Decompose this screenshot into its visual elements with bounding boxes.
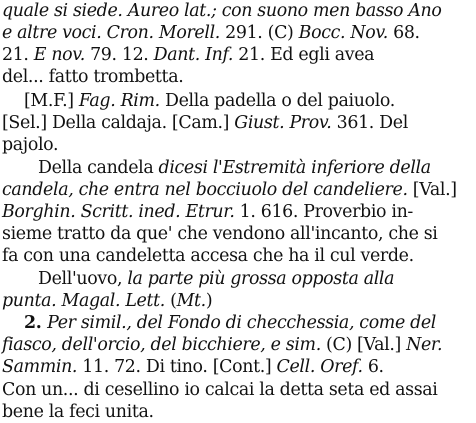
text-segment: Per simil., del Fondo di checchessia, come del [47,313,437,333]
text-line [2,66,183,88]
text-segment: del... fatto trombetta. [2,67,184,87]
text-segment: Fag. Rim. [78,91,160,111]
text-line [2,0,442,22]
text-segment: Mt. [176,291,206,311]
text-line [2,223,437,245]
text-segment: (C) [Val.] [320,335,407,355]
text-segment: bene la feci unita. [2,402,154,422]
text-segment: 21. Ed egli avea [233,45,375,65]
text-segment: e altre voci. Cron. Morell. [2,23,226,43]
text-segment: Ner. [406,335,443,355]
text-segment: Sammin. [2,357,78,377]
text-segment: ( [164,291,177,311]
text-segment: pajolo. [2,135,59,155]
text-segment: sieme tratto da que' che vendono all'incanto, che si [2,224,438,244]
text-segment: Con un... di cesellino io calcai la detta seta ed assai [2,380,438,400]
text-line [2,334,442,356]
text-line [24,312,436,334]
text-line [2,401,154,423]
text-segment: fa con una candeletta accesa che ha il cul verde. [2,246,414,266]
text-line [2,201,413,223]
text-segment: Della padella o del paiuolo. [159,91,395,111]
text-line [2,112,408,134]
text-line [2,179,457,201]
text-line [2,379,438,401]
text-segment: 21. [2,45,34,65]
text-segment: 79. 12. [84,45,154,65]
text-segment: 11. 72. Di tino. [Cont.] [77,357,277,377]
text-segment: quale si siede. Aureo lat.; con suono men basso Ano [2,1,442,21]
text-segment: Giust. Prov. [234,113,332,133]
text-line [2,44,374,66]
text-line [38,157,431,179]
text-segment: 291. (C) [225,23,299,43]
text-line [24,90,395,112]
text-segment: [M.F.] [24,91,79,111]
text-segment: 1. 616. Proverbio in- [234,202,413,222]
text-segment: fiasco, dell'orcio, del bicchiere, e sim. [2,335,321,355]
text-segment: E nov. [33,45,85,65]
dictionary-page [2,0,474,422]
text-line [2,134,58,156]
text-segment: 6. [362,357,384,377]
text-segment: ) [205,291,213,311]
text-segment: la parte più grossa opposta alla [127,269,395,289]
text-segment: Dant. Inf. [153,45,234,65]
text-line [2,356,384,378]
text-segment: 361. Del [331,113,408,133]
text-line [38,268,394,290]
text-segment: [Val.] [407,180,457,200]
text-segment: 2. [24,313,48,333]
text-segment: Cell. Oref. [276,357,363,377]
text-segment: dicesi l'Estremità inferiore della [158,158,431,178]
text-segment: 68. [387,23,420,43]
text-line [2,290,212,312]
text-segment: Dell'uovo, [38,269,128,289]
text-line [2,22,420,44]
text-segment: candela, che entra nel bocciuolo del candeliere. [2,180,408,200]
text-segment: Borghin. Scritt. ined. Etrur. [2,202,235,222]
text-segment: Della candela [38,158,159,178]
text-line [2,245,414,267]
text-segment: [Sel.] Della caldaja. [Cam.] [2,113,235,133]
text-segment: Bocc. Nov. [298,23,388,43]
text-segment: punta. Magal. Lett. [2,291,165,311]
